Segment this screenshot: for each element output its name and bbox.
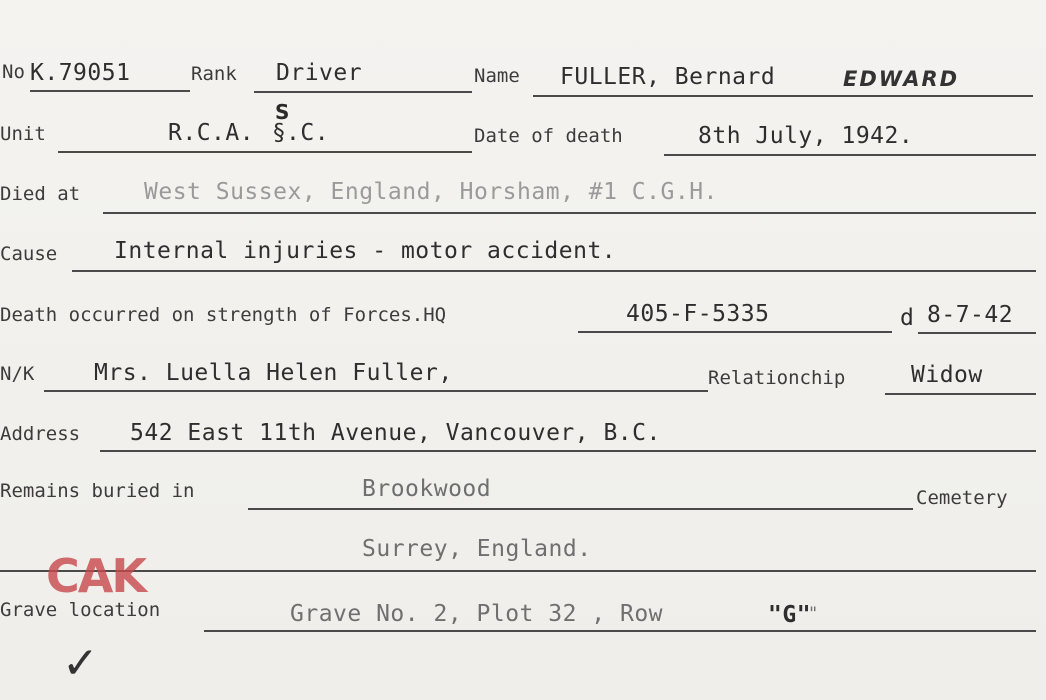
date-of-death-value: 8th July, 1942. [698,123,914,149]
grave-location-value: Grave No. 2, Plot 32 , Row [290,601,664,627]
underline [918,332,1036,334]
next-of-kin-label: N/K [0,363,35,385]
cause-value: Internal injuries - motor accident. [114,238,617,264]
cemetery-name: Brookwood [362,476,492,502]
unit-value: R.C.A. [168,120,255,146]
address-label: Address [0,423,81,445]
died-at-label: Died at [0,183,81,205]
name-label: Name [474,65,520,87]
grave-row: "G" [768,602,812,628]
underline [0,570,1036,572]
underline [533,95,1033,97]
underline [100,450,1036,452]
checkmark-icon: ✓ [62,638,99,689]
cause-label: Cause [0,243,58,265]
remains-label: Remains buried in [0,480,195,502]
name-value: FULLER, Bernard [560,64,776,90]
underline [44,390,708,392]
died-at-value: West Sussex, England, Horsham, #1 C.G.H. [144,179,718,205]
relationship-label: Relationchip [708,367,846,389]
d-label: d [900,305,915,331]
underline [885,393,1036,395]
underline [204,630,1036,632]
underline [58,151,472,153]
unit-struck-letter: § [272,120,287,146]
underline [30,90,190,92]
grave-location-label: Grave location [0,599,161,621]
unit-correction: S [275,100,290,124]
cak-stamp: CAK [46,549,146,603]
d-value: 8-7-42 [927,302,1014,328]
cemetery-location: Surrey, England. [362,536,592,562]
strength-label: Death occurred on strength of Forces.HQ [0,304,447,326]
rank-value: Driver [276,60,363,86]
grave-close-quote: " [808,604,819,624]
underline [664,154,1036,156]
underline [103,212,1036,214]
rank-label: Rank [191,63,237,85]
underline [254,91,472,93]
unit-label: Unit [0,123,46,145]
underline [248,508,913,510]
underline [578,331,892,333]
next-of-kin-value: Mrs. Luella Helen Fuller, [94,360,453,386]
relationship-value: Widow [911,362,983,388]
service-number: K.79051 [30,60,131,86]
cemetery-suffix: Cemetery [916,487,1008,509]
number-label: No [2,61,25,83]
underline [72,270,1036,272]
name-handwritten: EDWARD [843,67,960,91]
date-of-death-label: Date of death [474,125,623,147]
unit-tail: .C. [286,120,330,146]
address-value: 542 East 11th Avenue, Vancouver, B.C. [130,420,661,446]
strength-value: 405-F-5335 [626,301,770,327]
